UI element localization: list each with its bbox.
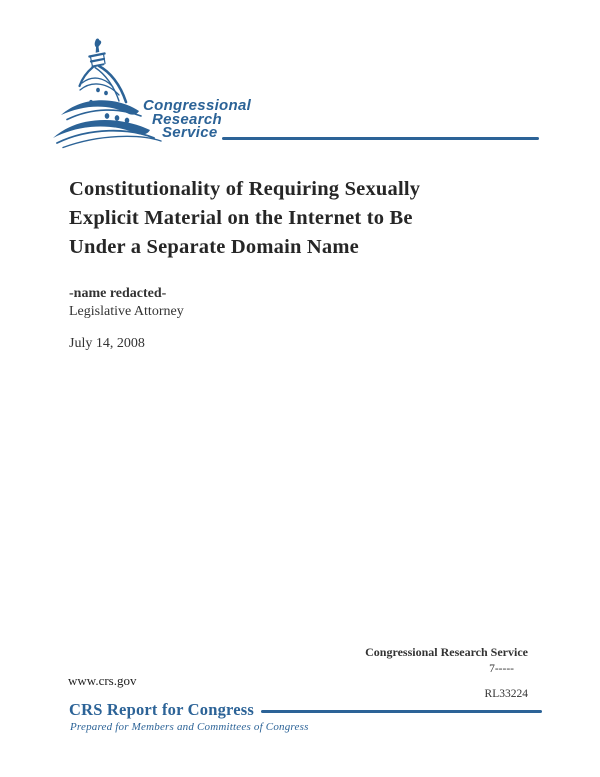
author-name: -name redacted- (69, 286, 167, 301)
logo-line-service: Service (162, 124, 218, 141)
logo-line-congressional: Congressional (143, 97, 252, 114)
footer-report-number: RL33224 (484, 688, 528, 700)
logo-wordmark (143, 99, 251, 140)
report-title-line-2: Explicit Material on the Internet to Be (69, 207, 413, 229)
report-title-line-3: Under a Separate Domain Name (69, 236, 359, 258)
logo-line-research: Research (152, 110, 222, 128)
logo-rule (222, 137, 539, 140)
report-title-line-1: Constitutionality of Requiring Sexually (69, 178, 421, 200)
report-title (69, 175, 539, 262)
report-banner-title: CRS Report for Congress (69, 700, 255, 719)
footer-org-name: Congressional Research Service (365, 645, 528, 659)
footer-tagline: Prepared for Members and Committees of Congress (70, 721, 309, 733)
banner-rule (261, 710, 542, 713)
footer-website-url: www.crs.gov (68, 673, 137, 688)
report-banner-row (69, 700, 542, 720)
author-role: Legislative Attorney (69, 304, 184, 319)
footer-redacted-phone: 7----- (489, 663, 514, 675)
report-date: July 14, 2008 (69, 336, 145, 351)
